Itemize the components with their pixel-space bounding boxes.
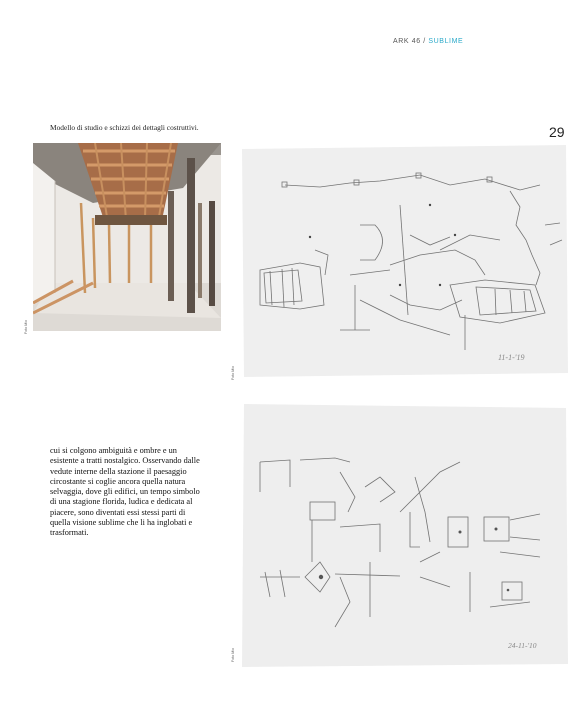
- running-head: [393, 38, 463, 45]
- page-number: 29: [549, 124, 565, 140]
- photo-credit: Foto Mio: [24, 320, 28, 334]
- detail-sketch-drawing: [240, 402, 568, 667]
- body-text: [50, 446, 200, 539]
- sketch-2-date: 24-11-'10: [508, 641, 537, 650]
- section-name: SUBLIME: [428, 38, 464, 45]
- figure-caption: Modello di studio e schizzi dei dettagli costruttivi.: [50, 123, 199, 132]
- study-model-photo: [33, 143, 221, 331]
- body-paragraph: cui si colgono ambiguità e ombre e un esistente a tratti nostalgico. Osservando dalle vedute interne della stazione il paesaggio circostante si coglie ancora quella natura selvaggia, dove gli edifici, un tempo simbolo di una stagione florida, ludica e dedicata al piacere, sono diventati essi stessi parti di quella visione sublime che li ha inglobati e trasformati.: [50, 446, 200, 538]
- plan-sketch-drawing: [240, 145, 568, 377]
- construction-sketch-1: [240, 145, 568, 377]
- study-model-image: [33, 143, 221, 331]
- magazine-name: ARK 46: [393, 38, 421, 45]
- sketch-1-credit: Foto Mio: [231, 366, 235, 380]
- construction-sketch-2: [240, 402, 568, 667]
- running-head-separator: /: [423, 38, 426, 45]
- sketch-2-credit: Foto Mio: [231, 648, 235, 662]
- sketch-1-date: 11-1-'19: [498, 353, 525, 362]
